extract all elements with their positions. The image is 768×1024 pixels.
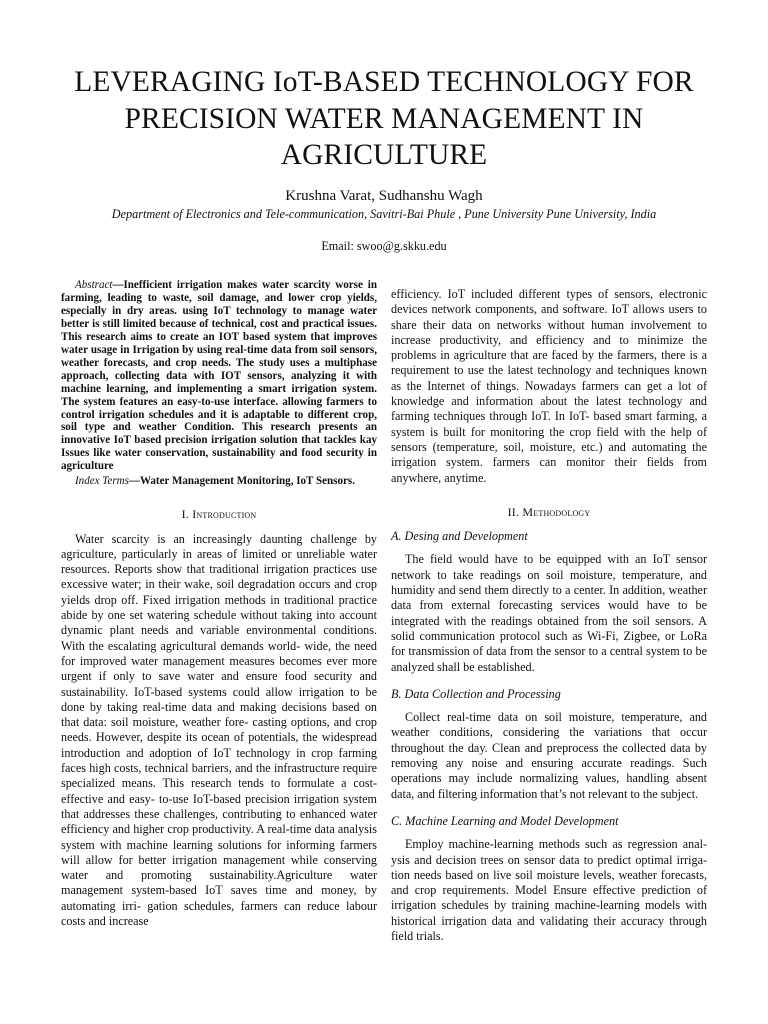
index-terms-lead: Index Terms (75, 475, 129, 488)
subsection-heading-data-collection (391, 687, 707, 702)
abstract-lead: Abstract (75, 279, 113, 291)
subsection-title: Desing and Development (404, 529, 528, 544)
machine-learning-paragraph: Employ machine-learning methods such as regression anal- ysis and decision trees on sensor data to predict optimal irriga- tion needs based on live soil moisture levels, weather forecasts, and crop requirements. Model Ensure effective prediction of irrigation schedules by training machine-learning models with historical irrigation data and validating their accuracy through field trials. (391, 837, 707, 943)
subsection-label: C. (391, 813, 403, 828)
paper-authors: Krushna Varat, Sudhanshu Wagh (285, 188, 483, 204)
subsection-label: A. (391, 529, 402, 544)
intro-paragraph: Water scarcity is an increasingly daunting challenge by agriculture, particularly in areas of limited or unreliable water resources. Reports show that traditional irrigation practices use excessive water; in their wake, soil degradation occurs and crop yields drop off. Fixed irrigation methods in traditional practice abide by one set watering schedule without taking into account dynamic plant needs and variable environmental conditions. With the escalating agricultural demands world- wide, the need for improved water management measures becomes ever more urgent if only to save water and ensure food security and sustainability. IoT-based systems could allow irrigation to be done by taking real-time data and making decisions based on that data: soil moisture, weather fore- casting options, and crop needs. However, despite its ocean of potentials, the widespread introduction and adoption of IoT technology in crop farming faces high costs, technical barriers, and the infrastructure require specialized means. This research tends to formulate a cost-effective and easy- to-use IoT-based precision irrigation system that addresses these challenges, contributing to enhanced water efficiency and higher crop productivity. A real-time data analysis system with machine learning solutions for informing farmers will allow for better irrigation management while conserving water and promoting sustainability.Agriculture water management system-based IoT saves time and money, by automating irri- gation schedules, farmers can reduce labour costs and increase (61, 531, 377, 929)
subsection-label: B. (391, 686, 402, 701)
section-title: Introduction (192, 507, 257, 522)
index-terms (61, 475, 377, 488)
paper-affiliation: Department of Electronics and Tele-communication, Savitri-Bai Phule , Pune University Pune University, India (111, 207, 657, 221)
data-collection-paragraph: Collect real-time data on soil moisture, temperature, and weather conditions, considering the variations that occur throughout the day. Clean and preprocess the collected data by removing any noise and ensuring accurate readings. Such operations may include normalizing values, handling absent data, and filtering information that’s not relevant to the subject. (391, 710, 707, 801)
subsection-heading-machine-learning (391, 814, 707, 829)
intro-continuation: efficiency. IoT included different types of sensors, electronic devices network components, and software. IoT allows users to share their data on networks without human involvement to increase productivity, and efficiency and to minimize the problems in agriculture that are faced by the farmers, there is a requirement to use the latest technology and techniques known as the Internet of things. Nowadays farmers can get a lot of knowledge and information about the latest technology and farming techniques through IoT. In IoT- based smart farming, a system is built for monitoring the crop field with the help of sensors (temperature, soil, moisture, etc.) and automating the irrigation system. farmers can monitor their fields from anywhere, anytime. (391, 287, 707, 485)
section-number: II. (507, 504, 520, 519)
section-number: I. (181, 507, 190, 522)
abstract-text: —Inefficient irrigation makes water scarcity worse in farming, leading to waste, soil damage, and lower crop yields, especially in dry areas. using IoT technology to manage water better is still limited because of technical, cost and practical issues. This research aims to create an IOT based system that improves water usage in Irrigation by using real-time data from soil sensors, weather forecasts, and crop needs. The study uses a multiphase approach, collecting data with IOT sensors, analyzing it with machine learning, and implementing a smart irrigation system. The system features an easy-to-use interface. allowing farmers to control irrigation schedules and it is adaptable to different crop, soil type and weather Condition. This research presents an innovative IoT based precision irrigation solution that tackles kay Issues like water conservation, sustainability and food security in agriculture (61, 279, 377, 473)
section-heading-methodology (391, 505, 707, 520)
subsection-title: Machine Learning and Model Development (405, 813, 619, 828)
section-title: Methodology (522, 504, 591, 519)
paper-email: Email: swoo@g.skku.edu (321, 239, 447, 253)
subsection-heading-design (391, 529, 707, 544)
abstract (61, 279, 377, 473)
left-column (61, 279, 377, 929)
index-terms-text: —Water Management Monitoring, IoT Sensors. (128, 475, 355, 488)
section-heading-introduction (61, 507, 377, 522)
paper-title: LEVERAGING IoT-BASED TECHNOLOGY FOR PRECISION WATER MANAGEMENT IN AGRICULTURE (74, 66, 694, 171)
right-column (391, 287, 707, 944)
design-paragraph: The field would have to be equipped with an IoT sensor network to take readings on soil moisture, temperature, and humidity and send them directly to a center. In addition, weather data from external forecasting services would have to be integrated with the readings obtained from the soil sensors. A solid communication protocol such as Wi-Fi, Zigbee, or LoRa for transmission of data from the sensor to a central system to be analyzed shall be established. (391, 552, 707, 674)
subsection-title: Data Collection and Processing (404, 686, 561, 701)
